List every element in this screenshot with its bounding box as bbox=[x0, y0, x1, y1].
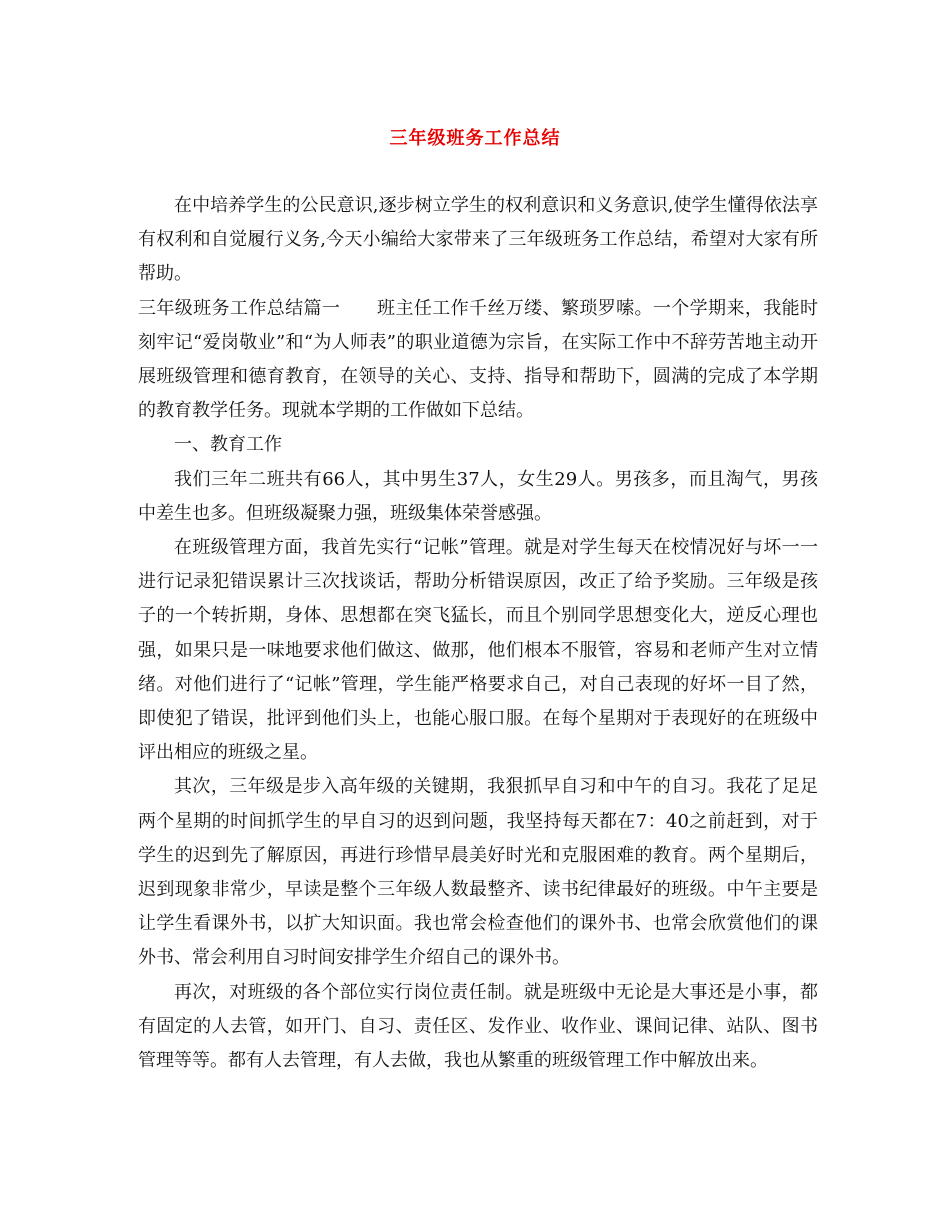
paragraph-class-overview: 我们三年二班共有66人，其中男生37人，女生29人。男孩多，而且淘气，男孩中差生也多。但班级凝聚力强，班级集体荣誉感强。 bbox=[138, 468, 818, 524]
paragraph-responsibility: 再次，对班级的各个部位实行岗位责任制。就是班级中无论是大事还是小事，都有固定的人去管，如开门、自习、责任区、发作业、收作业、课间记律、站队、图书管理等等。都有人去管理，有人去做，我也从繁重的班级管理工作中解放出来。 bbox=[138, 981, 818, 1072]
document-body bbox=[138, 189, 818, 1078]
document-title: 三年级班务工作总结 bbox=[389, 128, 561, 149]
paragraph-record-management: 在班级管理方面，我首先实行“记帐”管理。就是对学生每天在校情况好与坏一一进行记录犯错误累计三次找谈话，帮助分析错误原因，改正了给予奖励。三年级是孩子的一个转折期，身体、思想都在突飞猛长，而且个别同学思想变化大，逆反心理也强，如果只是一味地要求他们做这、做那，他们根本不服管，容易和老师产生对立情绪。对他们进行了“记帐”管理，学生能严格要求自己，对自己表现的好坏一目了然，即使犯了错误，批评到他们头上，也能心服口服。在每个星期对于表现好的在班级中评出相应的班级之星。 bbox=[138, 537, 818, 764]
paragraph-intro: 在中培养学生的公民意识,逐步树立学生的权利意识和义务意识,使学生懂得依法享有权利和自觉履行义务,今天小编给大家带来了三年级班务工作总结，希望对大家有所帮助。 bbox=[138, 195, 818, 285]
paragraph-section-one-opening: 三年级班务工作总结篇一 班主任工作千丝万缕、繁琐罗嗦。一个学期来，我能时刻牢记“爱岗敬业”和“为人师表”的职业道德为宗旨，在实际工作中不辞劳苦地主动开展班级管理和德育教育，在领导的关心、支持、指导和帮助下，圆满的完成了本学期的教育教学任务。现就本学期的工作做如下总结。 bbox=[138, 297, 818, 422]
paragraph-self-study: 其次，三年级是步入高年级的关键期，我狠抓早自习和中午的自习。我花了足足两个星期的时间抓学生的早自习的迟到问题，我坚持每天都在7：40之前赶到，对于学生的迟到先了解原因，再进行珍惜早晨美好时光和克服困难的教育。两个星期后，迟到现象非常少，早读是整个三年级人数最整齐、读书纪律最好的班级。中午主要是让学生看课外书，以扩大知识面。我也常会检查他们的课外书、也常会欣赏他们的课外书、常会利用自习时间安排学生介绍自己的课外书。 bbox=[138, 776, 818, 969]
section-heading-education: 一、教育工作 bbox=[174, 434, 282, 456]
